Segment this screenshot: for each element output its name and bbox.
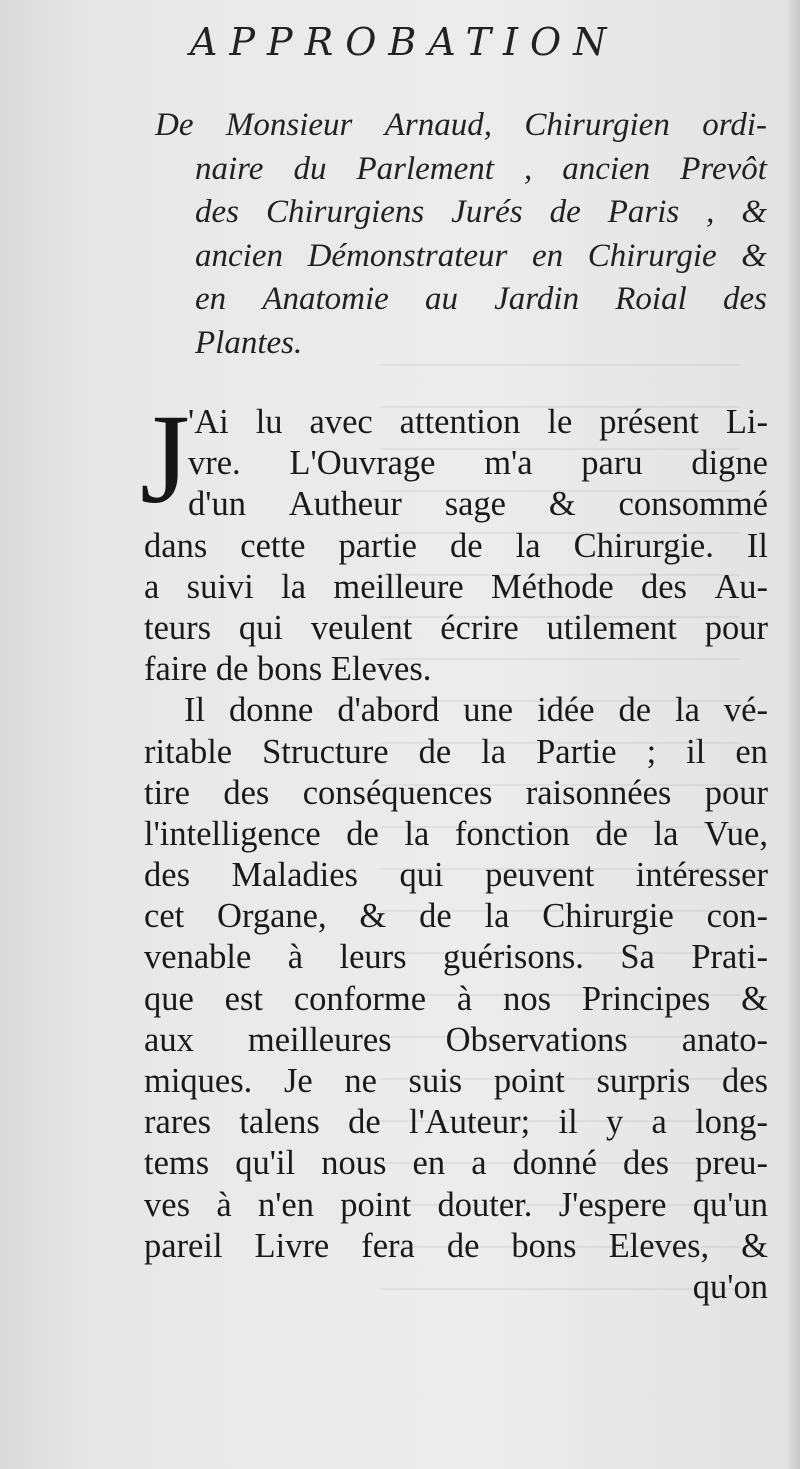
body-line: aux meilleures Observations anato-: [144, 1020, 768, 1059]
body-line: 'Ai lu avec attention le présent Li-: [188, 403, 768, 441]
body-line: rares talens de l'Auteur; il y a long-: [144, 1103, 768, 1142]
page-edge-shadow: [786, 0, 800, 1469]
body-line: miques. Je ne suis point surpris des: [144, 1062, 768, 1100]
body-line: tems qu'il nous en a donné des preu-: [144, 1144, 768, 1183]
subtitle-line: des Chirurgiens Jurés de Paris , &: [195, 194, 767, 230]
body-line: dans cette partie de la Chirurgie. Il: [144, 526, 768, 565]
body-line: tire des conséquences raisonnées pour: [144, 773, 768, 812]
body-line: pareil Livre fera de bons Eleves, &: [144, 1226, 768, 1265]
subtitle-line: Plantes.: [195, 324, 303, 361]
body-line: ves à n'en point douter. J'espere qu'un: [144, 1185, 768, 1224]
subtitle-line: De Monsieur Arnaud, Chirurgien ordi-: [155, 107, 767, 143]
body-line: venable à leurs guérisons. Sa Prati-: [144, 938, 768, 977]
subtitle-line: en Anatomie au Jardin Roial des: [195, 281, 767, 317]
approbation-body: [144, 402, 768, 1308]
body-line: teurs qui veulent écrire utilement pour: [144, 608, 768, 647]
page-title: APPROBATION: [190, 20, 619, 64]
approbation-subtitle: [155, 104, 767, 365]
body-line: cet Organe, & de la Chirurgie con-: [144, 897, 768, 936]
body-line: Il donne d'abord une idée de la vé-: [184, 691, 768, 730]
body-line: que est conforme à nos Principes &: [144, 979, 768, 1018]
subtitle-line: ancien Démonstrateur en Chirurgie &: [195, 237, 767, 274]
catchword: qu'on: [692, 1267, 768, 1306]
body-line: d'un Autheur sage & consommé: [188, 485, 768, 524]
body-line: vre. L'Ouvrage m'a paru digne: [188, 444, 768, 483]
body-line: faire de bons Eleves.: [144, 650, 432, 689]
drop-cap-letter: J: [140, 388, 190, 530]
body-line: des Maladies qui peuvent intéresser: [144, 856, 768, 895]
subtitle-line: naire du Parlement , ancien Prevôt: [195, 150, 767, 187]
body-line: a suivi la meilleure Méthode des Au-: [144, 567, 768, 606]
body-line: ritable Structure de la Partie ; il en: [144, 732, 768, 771]
body-line: l'intelligence de la fonction de la Vue,: [144, 814, 768, 853]
